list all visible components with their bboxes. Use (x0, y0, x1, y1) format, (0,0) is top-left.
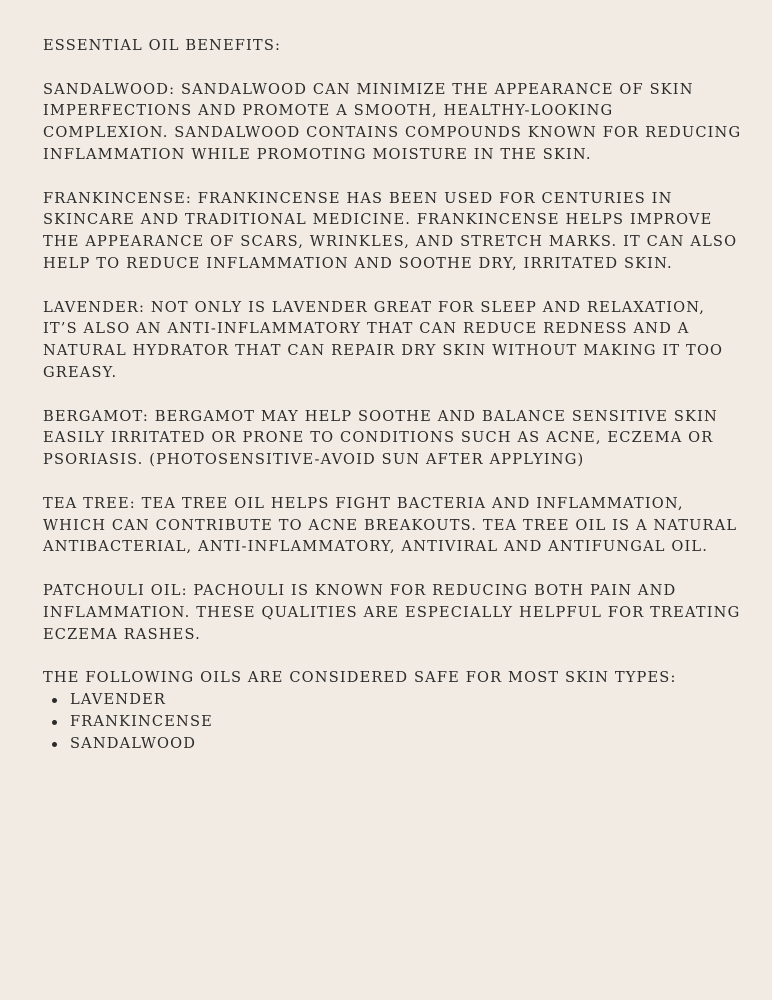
safe-oils-intro: THE FOLLOWING OILS ARE CONSIDERED SAFE FOR MOST SKIN TYPES: (43, 669, 677, 687)
paragraph-tea-tree: TEA TREE: TEA TREE OIL HELPS FIGHT BACTERIA AND INFLAMMATION, WHICH CAN CONTRIBUTE TO ACNE BREAKOUTS. TEA TREE OIL IS A NATURAL ANTIBACTERIAL, ANTI-INFLAMMATORY, ANTIVIRAL AND ANTIFUNGAL OIL. (43, 494, 738, 556)
bullet-icon (52, 742, 57, 747)
safe-oils-list (43, 689, 743, 754)
list-item-label: FRANKINCENSE (70, 712, 213, 730)
paragraph-lavender: LAVENDER: NOT ONLY IS LAVENDER GREAT FOR SLEEP AND RELAXATION, IT’S ALSO AN ANTI-INFLAMMATORY THAT CAN REDUCE REDNESS AND A NATURAL HYDRATOR THAT CAN REPAIR DRY SKIN WITHOUT MAKING IT TOO GREASY. (43, 298, 724, 381)
document-body (43, 35, 743, 754)
bullet-icon (52, 698, 57, 703)
list-item (43, 689, 743, 711)
list-item (43, 711, 743, 733)
page-title: ESSENTIAL OIL BENEFITS: (43, 37, 282, 54)
bullet-icon (52, 720, 57, 725)
paragraph-frankincense: FRANKINCENSE: FRANKINCENSE HAS BEEN USED FOR CENTURIES IN SKINCARE AND TRADITIONAL MEDICINE. FRANKINCENSE HELPS IMPROVE THE APPEARANCE OF SCARS, WRINKLES, AND STRETCH MARKS. IT CAN ALSO HELP TO REDUCE INFLAMMATION AND SOOTHE DRY, IRRITATED SKIN. (43, 189, 738, 272)
paragraph-sandalwood: SANDALWOOD: SANDALWOOD CAN MINIMIZE THE APPEARANCE OF SKIN IMPERFECTIONS AND PROMOTE A SMOOTH, HEALTHY-LOOKING COMPLEXION. SANDALWOOD CONTAINS COMPOUNDS KNOWN FOR REDUCING INFLAMMATION WHILE PROMOTING MOISTURE IN THE SKIN. (43, 80, 742, 163)
list-item-label: LAVENDER (70, 690, 167, 708)
list-item (43, 733, 743, 755)
list-item-label: SANDALWOOD (70, 734, 197, 752)
paragraph-patchouli: PATCHOULI OIL: PACHOULI IS KNOWN FOR REDUCING BOTH PAIN AND INFLAMMATION. THESE QUALITIES ARE ESPECIALLY HELPFUL FOR TREATING ECZEMA RASHES. (43, 581, 741, 643)
paragraph-bergamot: BERGAMOT: BERGAMOT MAY HELP SOOTHE AND BALANCE SENSITIVE SKIN EASILY IRRITATED OR PRONE TO CONDITIONS SUCH AS ACNE, ECZEMA OR PSORIASIS. (PHOTOSENSITIVE-AVOID SUN AFTER APPLYING) (43, 407, 718, 469)
